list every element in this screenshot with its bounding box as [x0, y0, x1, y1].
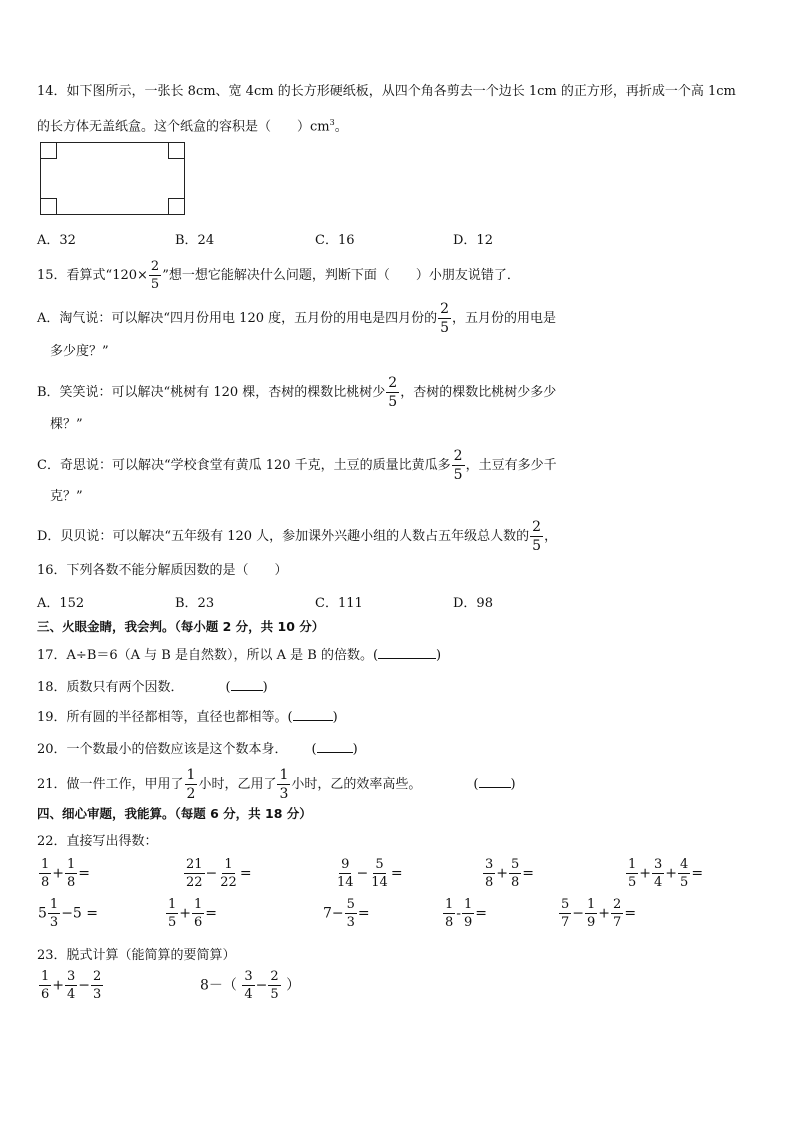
- q14-stem-end: 。: [334, 119, 348, 135]
- q15-option-d-text: D．贝贝说：可以解决“五年级有 120 人，参加课外兴趣小组的人数占五年级总人数的: [37, 529, 530, 544]
- cut-corner-top-left: [40, 142, 57, 159]
- fraction-denominator: 2: [186, 786, 196, 802]
- q14-option-d[interactable]: D．12: [453, 233, 493, 248]
- q15-option-b-text-end: ，杏树的棵数比桃树少多少: [400, 385, 557, 400]
- q20-open-paren: (: [311, 742, 317, 757]
- q16-option-c[interactable]: C．111: [315, 596, 363, 611]
- cut-corner-top-right: [168, 142, 185, 159]
- q22-expr-6[interactable]: 5 $\frac{1}{3}$ −5 =: [38, 897, 99, 930]
- q19: [37, 706, 338, 728]
- q14-stem-line2: [37, 113, 348, 137]
- q15-option-a-text-end: ，五月份的用电是: [452, 311, 557, 326]
- q21-text: 21．做一件工作，甲用了: [37, 777, 184, 792]
- section-3-heading: 三、火眼金睛，我会判。（每小题 2 分，共 10 分）: [37, 619, 325, 634]
- q20-text: 20．一个数最小的倍数应该是这个数本身．: [37, 742, 288, 757]
- q15-stem-end: ”想一想它能解决什么问题，判断下面（ ）小朋友说错了．: [162, 268, 520, 283]
- q17-text: 17．A÷B＝6（A 与 B 是自然数），所以 A 是 B 的倍数。(: [37, 648, 379, 663]
- q14-option-a[interactable]: A．32: [37, 233, 76, 248]
- q15-option-c-text: C．奇思说：可以解决“学校食堂有黄瓜 120 千克，土豆的质量比黄瓜多: [37, 458, 451, 473]
- fraction-denominator: 5: [150, 277, 160, 292]
- q17-answer-blank[interactable]: [378, 644, 436, 659]
- q18-open-paren: (: [225, 680, 231, 695]
- q15-option-b-text: B．笑笑说：可以解决“桃树有 120 棵，杏树的棵数比桃树少: [37, 385, 386, 400]
- q19-answer-blank[interactable]: [293, 706, 333, 721]
- q15-option-d-fraction: [530, 520, 543, 553]
- fraction-numerator: 1: [186, 767, 196, 783]
- q15-fraction: [149, 260, 161, 291]
- q19-text: 19．所有圆的半径都相等，直径也都相等。(: [37, 710, 293, 725]
- q18-close-paren: ): [262, 680, 268, 695]
- q14-unit-exponent: 3: [329, 118, 335, 127]
- q17: [37, 644, 441, 666]
- q21-fraction-1: [185, 768, 198, 801]
- q21-text-end: 小时，乙的效率高些。: [291, 777, 422, 792]
- fraction-denominator: 3: [279, 786, 289, 802]
- q18: [37, 676, 268, 698]
- fraction-numerator: 2: [440, 301, 450, 317]
- q16-option-b[interactable]: B．23: [175, 596, 215, 611]
- q20-close-paren: ): [352, 742, 358, 757]
- q23-expr-1[interactable]: $\frac{1}{6}$ + $\frac{3}{4}$ − $\frac{2}{3}$: [41, 969, 102, 1002]
- cardboard-figure: [40, 142, 185, 215]
- q22-expr-1[interactable]: $\frac{1}{8}$ + $\frac{1}{8}$ =: [41, 857, 91, 890]
- q21-close-paren: ): [510, 777, 516, 792]
- q15-option-a-fraction: [438, 302, 451, 335]
- q17-close-paren: ): [436, 648, 442, 663]
- q20: [37, 738, 358, 760]
- q14-option-c[interactable]: C．16: [315, 233, 355, 248]
- q15-option-d-text-end: ，: [544, 529, 558, 544]
- q16-option-d[interactable]: D．98: [453, 596, 493, 611]
- q15-option-d[interactable]: [37, 520, 557, 553]
- q14-stem-text: 的长方体无盖纸盒。这个纸盒的容积是（ ）cm: [37, 119, 330, 135]
- cut-corner-bottom-left: [40, 198, 57, 215]
- fraction-numerator: 2: [532, 519, 542, 535]
- q18-answer-blank[interactable]: [231, 676, 263, 691]
- fraction-numerator: 1: [279, 767, 289, 783]
- q23-expr-2-open: 8－（: [200, 977, 237, 994]
- q22-expr-3[interactable]: $\frac{9}{14}$ − $\frac{5}{14}$ =: [337, 857, 403, 890]
- q15-option-c-fraction: [452, 449, 465, 482]
- q15-option-b-cont: 棵？”: [50, 417, 83, 432]
- q20-answer-blank[interactable]: [317, 738, 353, 753]
- q22-expr-5[interactable]: $\frac{1}{5}$ + $\frac{3}{4}$ + $\frac{4}{5}$ =: [628, 857, 704, 890]
- q23-stem: 23．脱式计算（能简算的要简算）: [37, 948, 236, 963]
- cut-corner-bottom-right: [168, 198, 185, 215]
- section-4-heading: 四、细心审题，我能算。（每题 6 分，共 18 分）: [37, 806, 312, 821]
- q23-expr-2[interactable]: 8－（ $\frac{3}{4}$ − $\frac{2}{5}$ ）: [200, 969, 301, 1002]
- q14-stem-line1: 14．如下图所示，一张长 8cm、宽 4cm 的长方形硬纸板，从四个角各剪去一个边长 1cm 的正方形，再折成一个高 1cm: [37, 84, 736, 99]
- q15-option-c-text-end: ，土豆有多少千: [465, 458, 557, 473]
- q21: [37, 768, 516, 801]
- q22-expr-2[interactable]: $\frac{21}{22}$ − $\frac{1}{22}$ =: [186, 857, 252, 890]
- fraction-denominator: 5: [440, 320, 450, 336]
- q22-expr-8[interactable]: 7− $\frac{5}{3}$ =: [323, 897, 370, 930]
- q22-expr-10[interactable]: $\frac{5}{7}$ − $\frac{1}{9}$ + $\frac{2}{7}$ =: [561, 897, 637, 930]
- q15-option-a-text: A．淘气说：可以解决“四月份用电 120 度，五月份的用电是四月份的: [37, 311, 438, 326]
- q22-expr-7[interactable]: $\frac{1}{5}$ + $\frac{1}{6}$ =: [168, 897, 218, 930]
- q21-answer-blank[interactable]: [479, 773, 511, 788]
- q15-option-c-cont: 克？”: [50, 489, 83, 504]
- q21-fraction-2: [277, 768, 290, 801]
- q18-text: 18．质数只有两个因数．: [37, 680, 184, 695]
- q22-expr-9[interactable]: $\frac{1}{8}$ - $\frac{1}{9}$ =: [445, 897, 488, 930]
- fraction-numerator: 2: [150, 259, 160, 274]
- q14-option-b[interactable]: B．24: [175, 233, 215, 248]
- q23-expr-2-close: ）: [286, 977, 301, 994]
- q16-stem: 16．下列各数不能分解质因数的是（ ）: [37, 563, 288, 578]
- q16-option-a[interactable]: A．152: [37, 596, 85, 611]
- q15-option-c[interactable]: [37, 449, 557, 482]
- fraction-numerator: 2: [453, 448, 463, 464]
- q15-option-b-fraction: [386, 376, 399, 409]
- q15-stem-text: 15．看算式“120×: [37, 268, 148, 283]
- q15-option-a-cont: 多少度？”: [50, 344, 109, 359]
- q15-option-a[interactable]: [37, 302, 556, 335]
- fraction-numerator: 2: [388, 375, 398, 391]
- q21-text-mid: 小时，乙用了: [198, 777, 277, 792]
- q15-option-b[interactable]: [37, 376, 556, 409]
- q19-close-paren: ): [332, 710, 338, 725]
- q22-expr-4[interactable]: $\frac{3}{8}$ + $\frac{5}{8}$ =: [485, 857, 535, 890]
- fraction-denominator: 5: [388, 394, 398, 410]
- fraction-denominator: 5: [532, 538, 542, 554]
- fraction-denominator: 5: [453, 467, 463, 483]
- q22-stem: 22．直接写出得数：: [37, 834, 158, 849]
- q21-open-paren: (: [473, 777, 479, 792]
- q15-stem: [37, 260, 520, 291]
